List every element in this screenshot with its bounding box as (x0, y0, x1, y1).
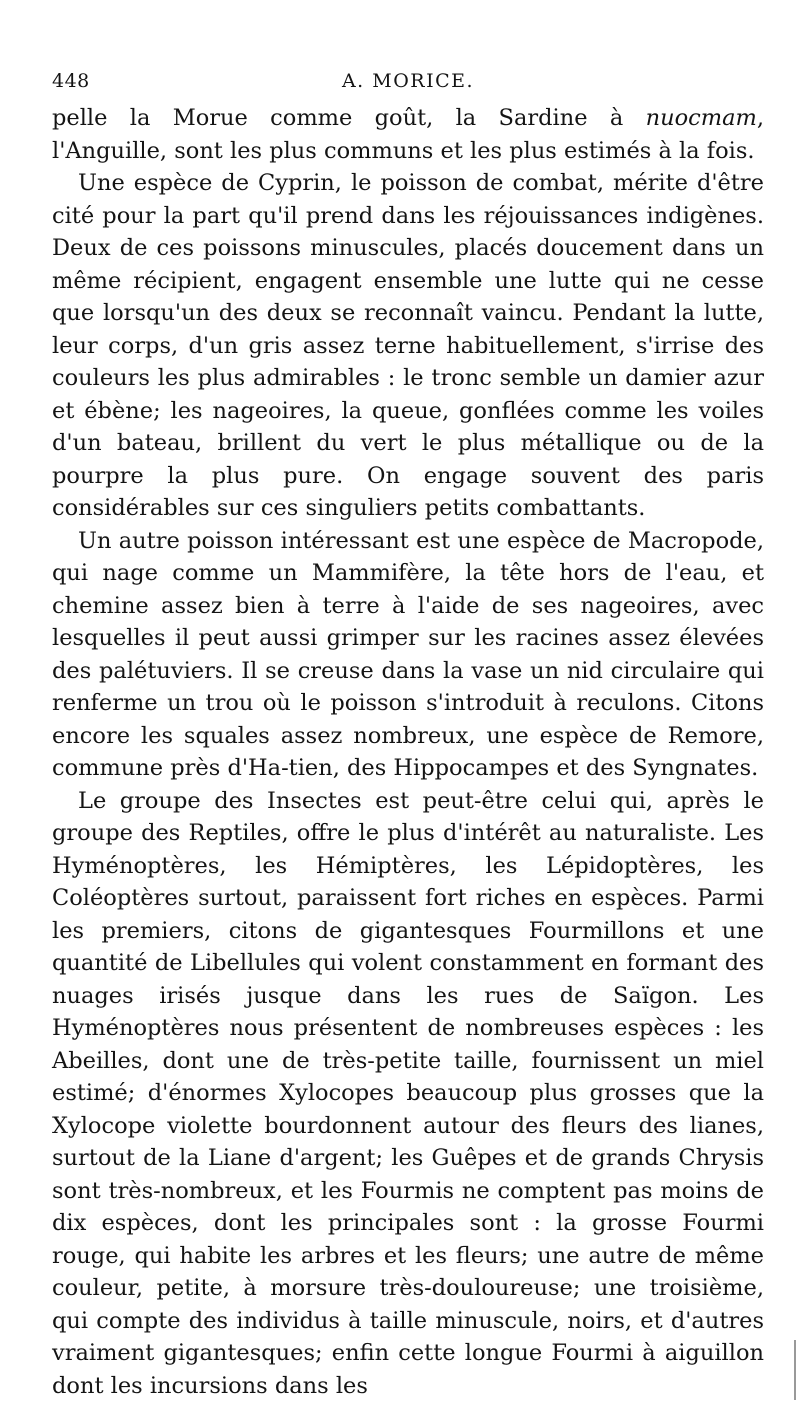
text-segment: Une espèce de Cyprin, le poisson de combat, mérite d'être cité pour la part qu'il prend dans les réjouissances indigènes. Deux de ces poissons minuscules, placés doucement dans un même récipient, engagent ensemble une lutte qui ne cesse que lorsqu'un des deux se reconnaît vaincu. Pendant la lutte, leur corps, d'un gris assez terne habituellement, s'irrise des couleurs les plus admirables : le tronc semble un damier azur et ébène; les nageoires, la queue, gonflées comme les voiles d'un bateau, brillent du vert le plus métallique ou de la pourpre la plus pure. On engage souvent des paris considérables sur ces singuliers petits combattants. (52, 170, 764, 521)
book-page (52, 62, 764, 1402)
paragraph-continued (52, 102, 764, 167)
scan-edge-mark (794, 1340, 796, 1400)
italic-term: nuocmam (645, 105, 757, 131)
text-segment: Un autre poisson intéressant est une espèce de Macropode, qui nage comme un Mammifère, la tête hors de l'eau, et chemine assez bien à terre à l'aide de ses nageoires, avec lesquelles il peut aussi grimper sur les racines assez élevées des palétuviers. Il se creuse dans la vase un nid circulaire qui renferme un trou où le poisson s'introduit à reculons. Citons encore les squales assez nombreux, une espèce de Remore, commune près d'Ha-tien, des Hippocampes et des Syngnates. (52, 527, 764, 781)
page-number: 448 (52, 70, 90, 92)
text-segment: pelle la Morue comme goût, la Sardine à (52, 105, 646, 131)
body-text (52, 102, 764, 1402)
text-segment: Le groupe des Insectes est peut-être celui qui, après le groupe des Reptiles, offre le plus d'intérêt au naturaliste. Les Hyménoptères, les Hémiptères, les Lépidoptères, les Coléoptères surtout, paraissent fort riches en espèces. Parmi les premiers, citons de gigantesques Fourmillons et une quantité de Libellules qui volent constamment en formant des nuages irisés jusque dans les rues de Saïgon. Les Hyménoptères nous présentent de nombreuses espèces : les Abeilles, dont une de très-petite taille, fournissent un miel estimé; d'énormes Xylocopes beaucoup plus grosses que la Xylocope violette bourdonnent autour des fleurs des lianes, surtout de la Liane d'argent; les Guêpes et de grands Chrysis sont très-nombreux, et les Fourmis ne comptent pas moins de dix espèces, dont les principales sont : la grosse Fourmi rouge, qui habite les arbres et les fleurs; une autre de même couleur, petite, à morsure très-douloureuse; une troisième, qui compte des individus à taille minuscule, noirs, et d'autres vraiment gigantesques; enfin cette longue Fourmi à aiguillon dont les incursions dans les (52, 787, 764, 1399)
page-header (52, 62, 764, 102)
text-segment: , l'Anguille, sont les plus communs et les plus estimés à la fois. (52, 105, 764, 164)
paragraph-fighting-fish (52, 167, 764, 525)
running-title: A. MORICE. (341, 70, 475, 92)
paragraph-insects (52, 785, 764, 1403)
paragraph-macropode (52, 525, 764, 785)
